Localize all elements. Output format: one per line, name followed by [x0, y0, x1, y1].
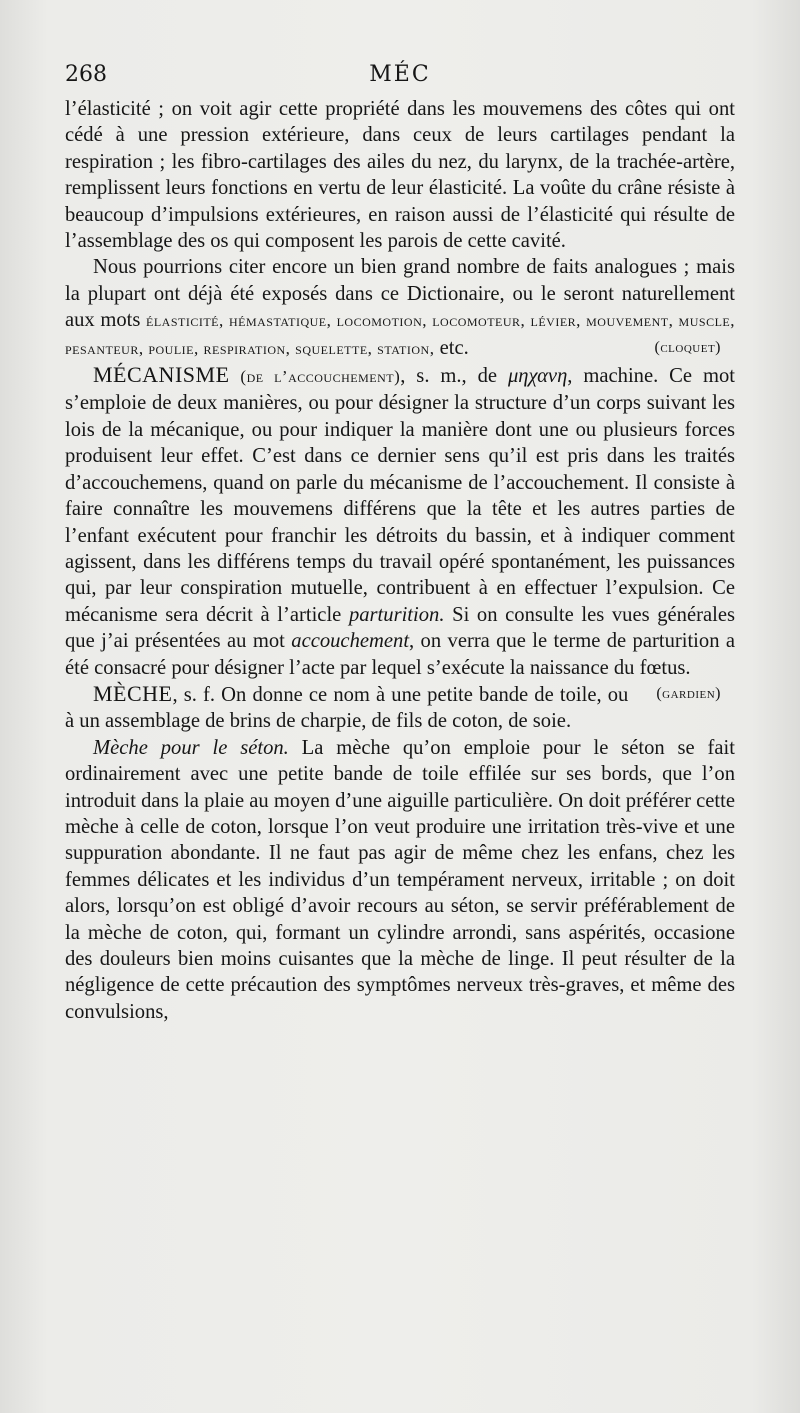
paragraph-elasticite-end: l’élasticité ; on voit agir cette propriété dans les mouvemens des côtes qui ont cédé à une pression extérieure, dans ceux de leurs cartilages pendant la respiration ; les fibro-cartilages des ailes du nez, du larynx, de la trachée-artère, remplissent leurs fonctions en vertu de leur élasticité. La voûte du crâne résiste à beaucoup d’impulsions extérieures, en raison aussi de l’élasticité qui résulte de l’assemblage des os qui composent les parois de cette cavité. — [65, 98, 735, 253]
entry-text: , s. f. On donne ce nom à une petite bande de toile, ou à un assemblage de brins de charpie, de fils de coton, de soie. — [65, 683, 629, 733]
author-signature: (cloquet) — [654, 338, 721, 356]
entry-subhead: Mèche pour le séton. — [93, 736, 289, 759]
page-number: 268 — [65, 62, 107, 87]
entry-headword: MÉCANISME — [93, 362, 230, 388]
entry-text: , machine. Ce mot s’emploie de deux manières, ou pour désigner la structure d’un corps suivant les lois de la mécanique, ou pour indiquer la manière dont une ou plusieurs forces produisent leur effet. C’est dans ce dernier sens qu’il est pris dans les traités d’accouchemens, quand on parle du mécanisme de l’accouchement. Il consiste à faire connaître les mouvemens différens que la tête et les autres parties de l’enfant exécutent pour franchir les détroits du bassin, et à indiquer comment agissent, dans les différens temps du travail opéré spontanément, les puissances qui, par leur conspiration mutuelle, contribuent à en effectuer l’expulsion. Ce mécanisme sera décrit à l’article — [65, 365, 735, 626]
etc-text: etc. — [439, 336, 469, 359]
cross-ref-parturition: parturition. — [348, 603, 445, 626]
page-body — [65, 96, 735, 1025]
cross-ref-accouchement: accouchement — [291, 630, 410, 653]
entry-text-3: , on verra que le terme de parturition a été consacré pour désigner l’acte par lequel s’exécute la naissance du fœtus. — [65, 630, 735, 679]
entry-subhead: (de l’accouchement) — [240, 367, 401, 387]
running-head: MÉC — [369, 62, 431, 87]
grammar-note: , s. m., de — [400, 365, 498, 388]
greek-etymology: μηχανη — [507, 365, 568, 388]
paragraph-text: Nous pourrions citer encore un bien grand nombre de faits analogues ; mais la plupart ont déjà été exposés dans ce Dictionaire, ou le seront naturellement aux mots — [65, 256, 735, 332]
author-signature: (gardien) — [656, 684, 721, 702]
cross-references: élasticité, hémastatique, locomotion, locomoteur, lévier, mouvement, muscle, pesanteur, poulie, respiration, squelette, station, — [65, 311, 735, 358]
entry-text: La mèche qu’on emploie pour le séton se fait ordinairement avec une petite bande de toile effilée sur ses bords, que l’on introduit dans la plaie au moyen d’une aiguille particulière. On doit préférer cette mèche à celle de coton, lorsque l’on veut produire une irritation très-vive et une suppuration abondante. Il ne faut pas agir de même chez les enfans, chez les femmes délicates et les individus d’un tempérament nerveux, irritable ; on doit alors, lorsqu’on est obligé d’avoir recours au séton, se servir préférablement de la mèche de coton, qui, formant un cylindre arrondi, sans aspérités, occasione des douleurs bien moins cuisantes que la mèche de linge. Il peut résulter de la négligence de cette précaution des symptômes nerveux très-graves, et même des convulsions, — [65, 736, 735, 1023]
paragraph-faits-analogues — [65, 254, 735, 362]
entry-text-2: Si on consulte les vues générales que j’ai présentées au mot — [65, 603, 735, 653]
page-header — [65, 62, 735, 92]
entry-meche-seton — [65, 735, 735, 1025]
entry-headword: MÈCHE — [93, 680, 173, 706]
